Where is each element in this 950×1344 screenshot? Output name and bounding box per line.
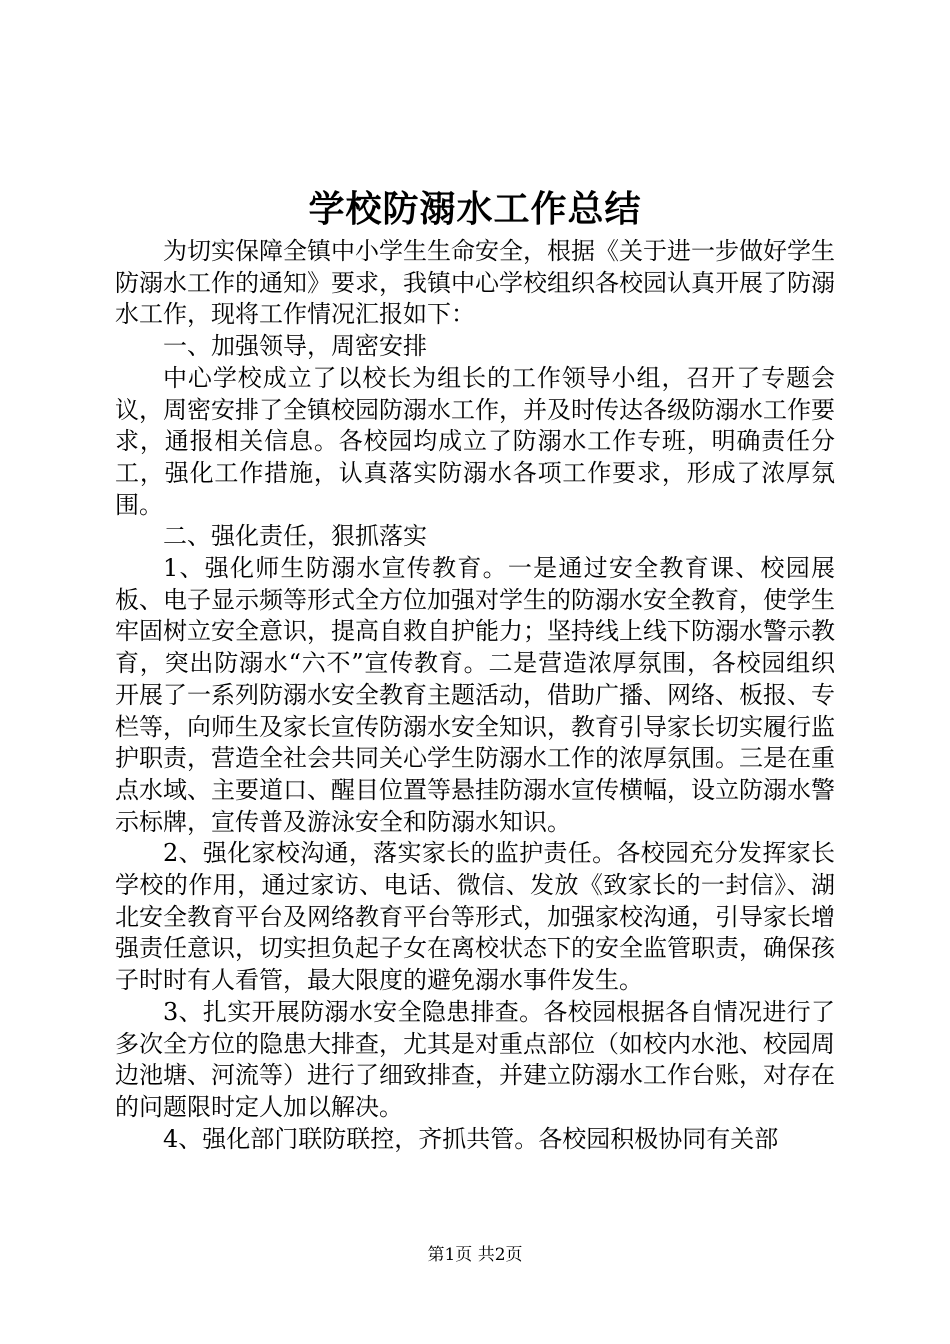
item-3-paragraph: 3、扎实开展防溺水安全隐患排查。各校园根据各自情况进行了多次全方位的隐患大排查，尤其是对重点部位（如校内水池、校园周边池塘、河流等）进行了细致排查，并建立防溺水工作台账，对存在的问题限时定人加以解决。	[115, 997, 835, 1121]
item-2-paragraph: 2、强化家校沟通，落实家长的监护责任。各校园充分发挥家长学校的作用，通过家访、电话、微信、发放《致家长的一封信》、湖北安全教育平台及网络教育平台等形式，加强家校沟通，引导家长增强责任意识，切实担负起子女在离校状态下的安全监管职责，确保孩子时时有人看管，最大限度的避免溺水事件发生。	[115, 839, 835, 995]
intro-paragraph: 为切实保障全镇中小学生生命安全，根据《关于进一步做好学生防溺水工作的通知》要求，我镇中心学校组织各校园认真开展了防溺水工作，现将工作情况汇报如下：	[115, 237, 835, 329]
section-1-paragraph: 中心学校成立了以校长为组长的工作领导小组，召开了专题会议，周密安排了全镇校园防溺水工作，并及时传达各级防溺水工作要求，通报相关信息。各校园均成立了防溺水工作专班，明确责任分工，强化工作措施，认真落实防溺水各项工作要求，形成了浓厚氛围。	[115, 363, 835, 519]
page-footer: 第1页 共2页	[427, 1245, 523, 1265]
item-1-paragraph: 1、强化师生防溺水宣传教育。一是通过安全教育课、校园展板、电子显示频等形式全方位加强对学生的防溺水安全教育，使学生牢固树立安全意识，提高自救自护能力；坚持线上线下防溺水警示教育，突出防溺水“六不”宣传教育。二是营造浓厚氛围，各校园组织开展了一系列防溺水安全教育主题活动，借助广播、网络、板报、专栏等，向师生及家长宣传防溺水安全知识，教育引导家长切实履行监护职责，营造全社会共同关心学生防溺水工作的浓厚氛围。三是在重点水域、主要道口、醒目位置等悬挂防溺水宣传横幅，设立防溺水警示标牌，宣传普及游泳安全和防溺水知识。	[115, 554, 835, 836]
item-4-paragraph: 4、强化部门联防联控，齐抓共管。各校园积极协同有关部	[163, 1124, 779, 1153]
section-heading-2: 二、强化责任，狠抓落实	[163, 522, 427, 551]
document-title: 学校防溺水工作总结	[308, 188, 642, 230]
document-body	[115, 236, 835, 1155]
section-heading-1: 一、加强领导，周密安排	[163, 332, 427, 361]
